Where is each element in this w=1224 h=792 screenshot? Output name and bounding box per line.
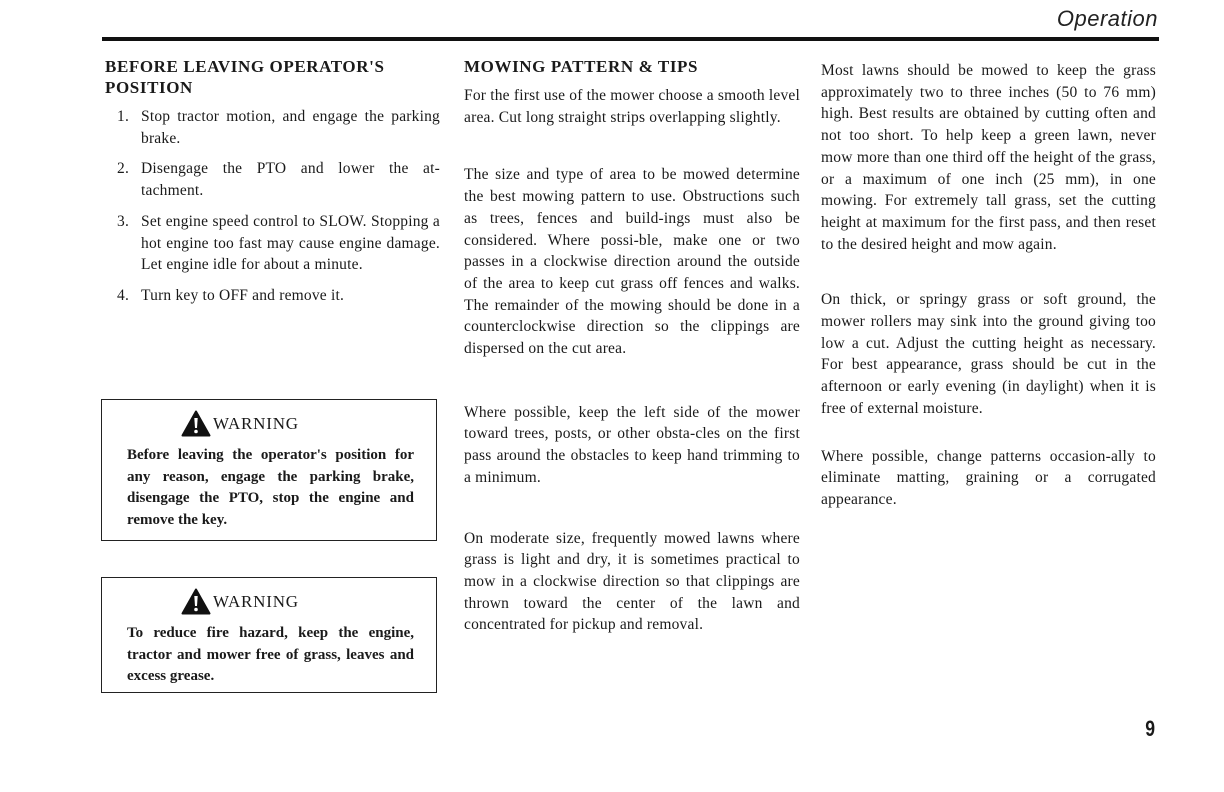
list-item: [105, 158, 440, 201]
step-number: 1.: [117, 108, 130, 125]
step-number: 4.: [117, 286, 130, 304]
section-title-mowing: MOWING PATTERN & TIPS: [464, 57, 699, 76]
column-before-leaving: [105, 56, 440, 316]
warning-heading: [181, 410, 414, 437]
list-item: [105, 285, 440, 307]
column-mowing-tips: [821, 60, 1156, 511]
header-rule: [102, 37, 1159, 41]
paragraph: For the first use of the mower choose a smooth level area. Cut long straight strips overlapping slightly.: [464, 87, 800, 126]
step-number: 2.: [117, 160, 130, 178]
step-text: Turn key to OFF and remove it.: [141, 286, 345, 304]
paragraph: The size and type of area to be mowed determine the best mowing pattern to use. Obstructions such as trees, fences and build-ings must also be considered. Where possi-ble, make one or two passes in a clockwise direction around the outside of the area to keep cut grass off fences and walks. The remainder of the mowing should be done in a counterclockwise direction so the clippings are dispersed on the cut area.: [464, 166, 800, 358]
steps-list: [105, 106, 440, 307]
column-mowing-pattern: [464, 56, 800, 636]
paragraph: Most lawns should be mowed to keep the grass approximately two to three inches (50 to 76 mm) high. Best results are obtained by cutting often and not too short. To help keep a green lawn, never mow more than one third off the height of the grass, or a maximum of one inch (25 mm), in one mowing. For extremely tall grass, set the cutting height at maximum for the first pass, and then reset to the desired height and mow again.: [821, 62, 1156, 253]
section-title-before-leaving: BEFORE LEAVING OPERATOR'S POSITION: [105, 57, 385, 97]
warning-text: Before leaving the operator's position for any reason, engage the parking brake, disengage the PTO, stop the engine and remove the key.: [127, 447, 414, 528]
paragraph: On thick, or springy grass or soft ground, the mower rollers may sink into the ground giving too low a cut. Adjust the cutting height as necessary. For best appearance, grass should be cut in the afternoon or early evening (in daylight) when it is free of external moisture.: [821, 291, 1156, 417]
warning-box-operator-position: [101, 399, 437, 541]
list-item: [105, 106, 440, 149]
warning-text: To reduce fire hazard, keep the engine, tractor and mower free of grass, leaves and excess grease.: [127, 625, 414, 684]
warning-box-fire-hazard: [101, 577, 437, 693]
warning-label: WARNING: [213, 413, 299, 433]
step-text: Stop tractor motion, and engage the parking brake.: [141, 108, 440, 147]
warning-triangle-icon: [181, 410, 211, 437]
warning-heading: [181, 588, 414, 615]
list-item: [105, 211, 440, 276]
step-text: Disengage the PTO and lower the at-tachment.: [141, 160, 440, 200]
paragraph: On moderate size, frequently mowed lawns where grass is light and dry, it is sometimes practical to mow in a clockwise direction so that clippings are thrown toward the center of the lawn and concentrated for pickup and removal.: [464, 529, 800, 634]
page-number: 9: [1144, 716, 1155, 741]
paragraph: Where possible, change patterns occasion-ally to eliminate matting, graining or a corrugated appearance.: [821, 447, 1156, 508]
step-text: Set engine speed control to SLOW. Stopping a hot engine too fast may cause engine damage. Let engine idle for about a minute.: [141, 212, 440, 274]
warning-triangle-icon: [181, 588, 211, 615]
warning-label: WARNING: [213, 591, 299, 611]
page-header-title: Operation: [1056, 6, 1158, 31]
paragraph: Where possible, keep the left side of the mower toward trees, posts, or other obsta-cles on the first pass around the obstacles to keep hand trimming to a minimum.: [464, 403, 800, 486]
step-number: 3.: [117, 212, 130, 230]
